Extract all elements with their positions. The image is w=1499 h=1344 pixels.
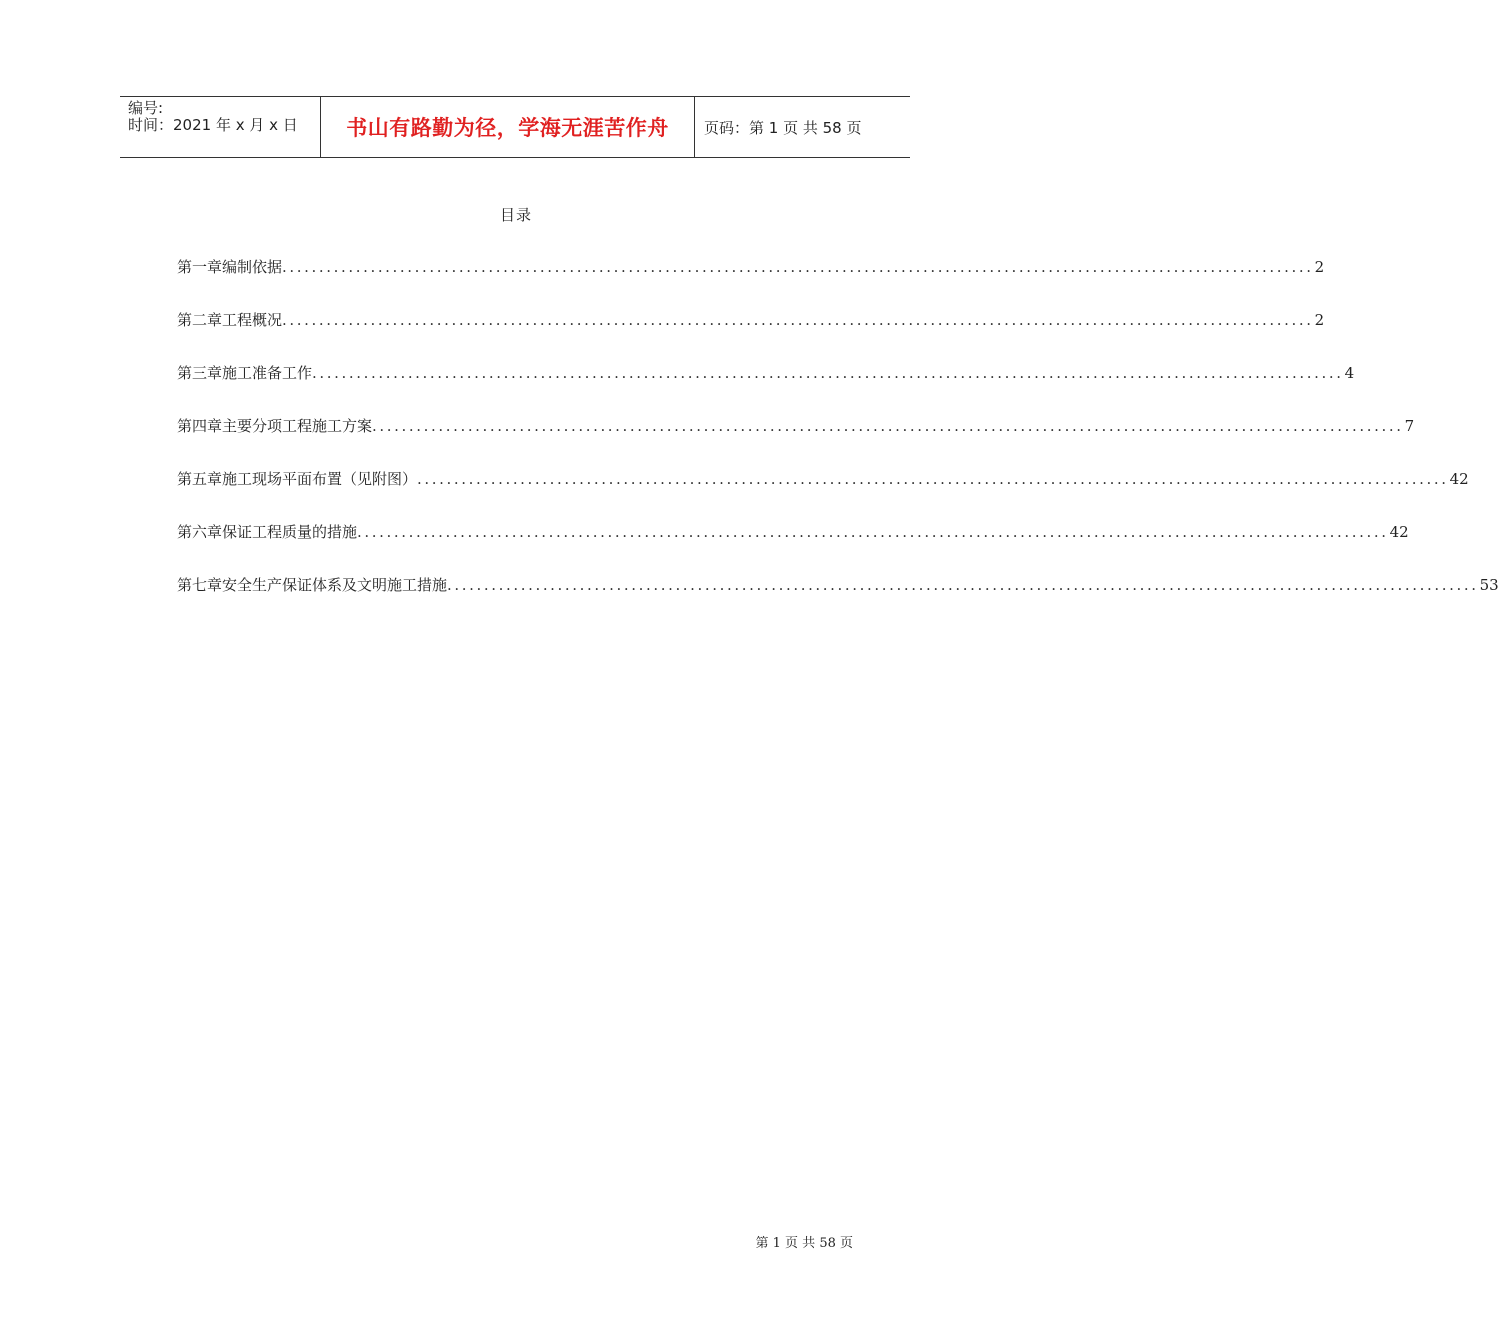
toc-chapter-title: 编制依据 <box>222 258 283 276</box>
toc-entry[interactable] <box>177 574 1499 627</box>
toc-chapter-title: 工程概况 <box>222 311 283 329</box>
toc-page-number: 2 <box>1314 258 1325 276</box>
toc-chapter-title: 施工现场平面布置（见附图） <box>222 470 418 488</box>
document-time: 时间：2021 年 x 月 x 日 <box>128 116 298 134</box>
toc-chapter-title: 保证工程质量的措施 <box>222 523 358 541</box>
toc-dot-leader: ............................................................................................................................................ <box>282 311 1314 329</box>
toc-entry[interactable] <box>177 415 1415 468</box>
toc-dot-leader: ............................................................................................................................................ <box>357 523 1389 541</box>
toc-page-number: 4 <box>1344 364 1355 382</box>
toc-page-number: 42 <box>1449 470 1469 488</box>
toc-page-number: 7 <box>1404 417 1415 435</box>
toc-dot-leader: ............................................................................................................................................ <box>372 417 1404 435</box>
toc-page-number: 42 <box>1389 523 1409 541</box>
toc-chapter-title: 主要分项工程施工方案 <box>222 417 373 435</box>
header-meta-cell <box>120 97 321 157</box>
toc-chapter-number: 第七章 <box>177 576 223 594</box>
toc-entry[interactable] <box>177 309 1325 362</box>
toc-chapter-number: 第三章 <box>177 364 223 382</box>
header-page-cell <box>695 97 910 157</box>
toc-page-number: 53 <box>1479 576 1499 594</box>
header-motto: 书山有路勤为径，学海无涯苦作舟 <box>346 116 669 140</box>
header-motto-cell <box>321 97 695 157</box>
toc-chapter-number: 第四章 <box>177 417 223 435</box>
toc-chapter-number: 第二章 <box>177 311 223 329</box>
page-header <box>120 96 910 158</box>
toc-dot-leader: ............................................................................................................................................ <box>417 470 1449 488</box>
toc-page-number: 2 <box>1314 311 1325 329</box>
page-footer: 第 1 页 共 58 页 <box>755 1236 853 1251</box>
toc-title: 目录 <box>499 206 532 224</box>
toc-chapter-title: 安全生产保证体系及文明施工措施 <box>222 576 448 594</box>
header-page-info: 页码：第 1 页 共 58 页 <box>704 118 862 137</box>
toc-dot-leader: ............................................................................................................................................ <box>312 364 1344 382</box>
toc-entry[interactable] <box>177 521 1409 574</box>
toc-dot-leader: ............................................................................................................................................ <box>447 576 1479 594</box>
toc-entry[interactable] <box>177 362 1355 415</box>
toc-entry[interactable] <box>177 256 1325 309</box>
toc-chapter-number: 第五章 <box>177 470 223 488</box>
table-of-contents <box>177 256 1499 627</box>
toc-chapter-number: 第六章 <box>177 523 223 541</box>
toc-chapter-title: 施工准备工作 <box>222 364 313 382</box>
document-number-label: 编号: <box>128 99 164 117</box>
toc-entry[interactable] <box>177 468 1469 521</box>
toc-dot-leader: ............................................................................................................................................ <box>282 258 1314 276</box>
toc-chapter-number: 第一章 <box>177 258 223 276</box>
